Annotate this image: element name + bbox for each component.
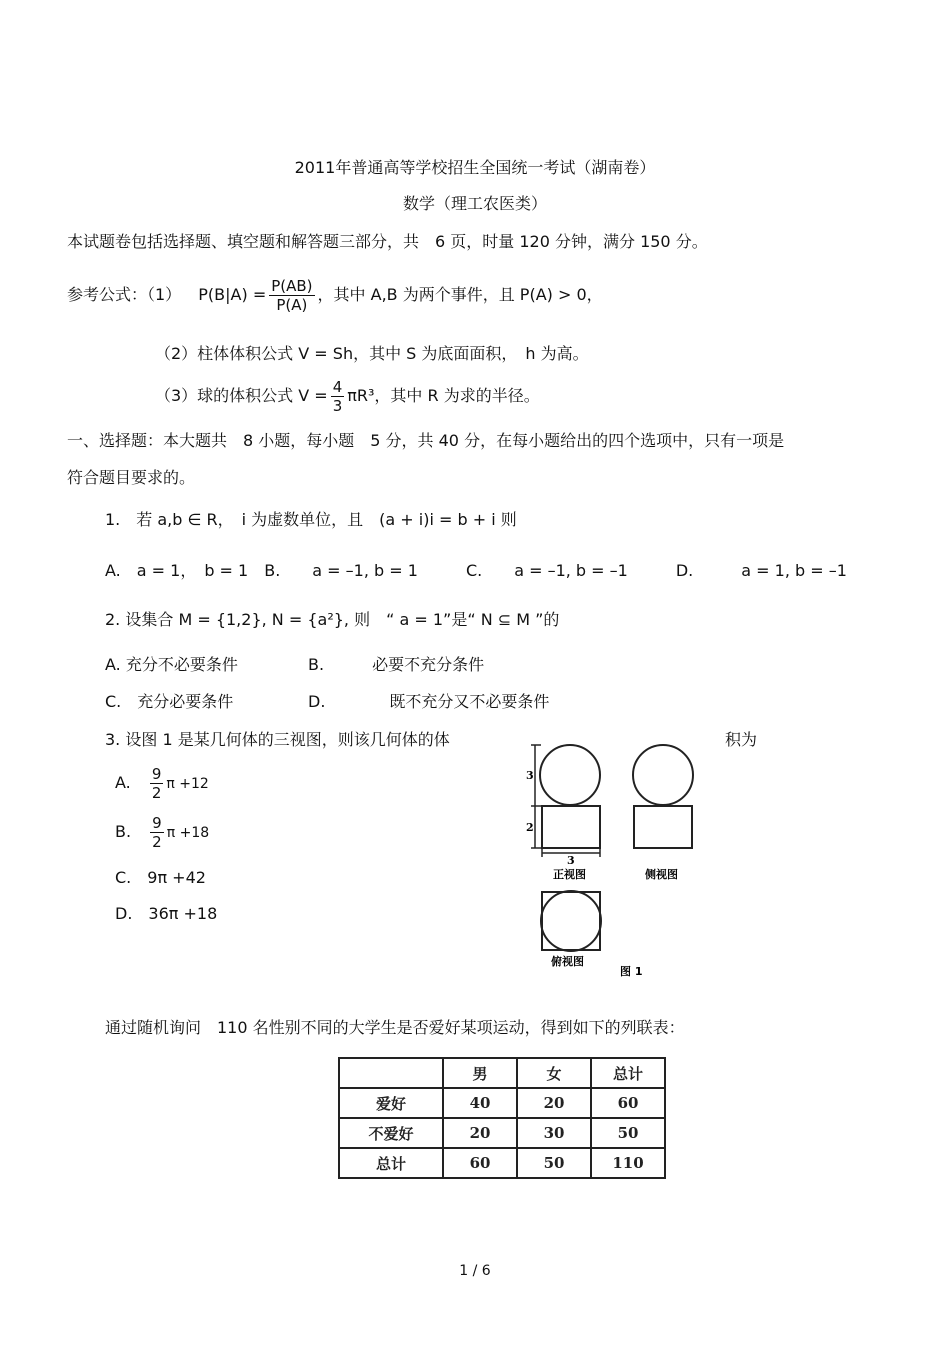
side-view-rect <box>634 806 692 848</box>
table-header-row <box>339 1058 665 1088</box>
table-cell: 总计 <box>339 1148 443 1178</box>
formula-1-tail: ，其中 A,B 为两个事件，且 P(A) > 0， <box>317 285 603 304</box>
intro-text: 本试题卷包括选择题、填空题和解答题三部分，共 6 页，时量 120 分钟，满分 150 分。 <box>67 232 708 251</box>
table-cell: 爱好 <box>339 1088 443 1118</box>
fraction-numerator: 9 <box>151 765 162 783</box>
option-a-label: A. <box>115 773 131 792</box>
question-2-option-d: D. 既不充分又不必要条件 <box>308 692 550 711</box>
section-1-heading: 一、选择题：本大题共 8 小题，每小题 5 分，共 40 分，在每小题给出的四个选项中，只有一项是 <box>67 431 785 450</box>
survey-intro: 通过随机询问 110 名性别不同的大学生是否爱好某项运动，得到如下的列联表： <box>105 1018 685 1037</box>
top-view-label: 俯视图 <box>551 955 584 968</box>
option-b-fraction <box>150 814 164 851</box>
question-2-option-c: C. 充分必要条件 <box>105 692 234 711</box>
table-cell: 20 <box>517 1088 591 1118</box>
top-view-square <box>542 892 600 950</box>
formula-3-tail: πR³，其中 R 为求的半径。 <box>347 386 540 405</box>
option-a-fraction <box>150 765 164 802</box>
formula-1 <box>67 272 603 318</box>
option-b-label: B. <box>115 822 132 841</box>
fraction-numerator: P(AB) <box>271 277 313 295</box>
question-3-stem-tail: 积为 <box>725 730 758 749</box>
question-1-stem: 1. 若 a,b ∈ R， i 为虚数单位，且 (a + i)i = b + i 则 <box>105 510 517 529</box>
table-cell: 110 <box>591 1148 665 1178</box>
table-cell: 40 <box>443 1088 517 1118</box>
formula-1-fraction <box>269 277 314 314</box>
front-view-label: 正视图 <box>553 868 586 881</box>
table-cell: 50 <box>591 1118 665 1148</box>
exam-subtitle: 数学（理工农医类） <box>402 194 547 213</box>
side-view-label: 侧视图 <box>645 868 678 881</box>
fraction-denominator: 3 <box>332 397 343 415</box>
figure-number-label: 图 1 <box>620 965 643 978</box>
table-header-cell: 总计 <box>591 1058 665 1088</box>
contingency-table <box>338 1057 666 1179</box>
three-view-figure <box>525 735 725 980</box>
question-3-stem: 3. 设图 1 是某几何体的三视图，则该几何体的体 <box>105 730 450 749</box>
formula-label: 参考公式：（1） <box>67 285 182 304</box>
table-row <box>339 1148 665 1178</box>
question-2-option-b: B. 必要不充分条件 <box>308 655 485 674</box>
fraction-denominator: P(A) <box>276 296 308 314</box>
question-3-option-d: D. 36π +18 <box>115 904 218 923</box>
dim-label-2: 2 <box>526 821 534 834</box>
table-cell: 50 <box>517 1148 591 1178</box>
table-cell: 60 <box>591 1088 665 1118</box>
question-2-stem: 2. 设集合 M = {1,2}, N = {a²}, 则 “ a = 1”是“ N ⊆ M ”的 <box>105 610 560 629</box>
front-view-circle <box>540 745 600 805</box>
table-cell: 60 <box>443 1148 517 1178</box>
table-header-cell: 男 <box>443 1058 517 1088</box>
table-cell: 不爱好 <box>339 1118 443 1148</box>
dim-label-3b: 3 <box>567 854 575 867</box>
fraction-denominator: 2 <box>151 784 162 802</box>
formula-1-lhs: P(B|A) = <box>198 285 267 304</box>
formula-3 <box>155 376 540 416</box>
side-view-circle <box>633 745 693 805</box>
fraction-numerator: 9 <box>152 814 162 832</box>
table-cell: 20 <box>443 1118 517 1148</box>
table-header-cell <box>339 1058 443 1088</box>
option-b-tail: π +18 <box>166 825 210 841</box>
page-number: 1 / 6 <box>459 1263 491 1279</box>
question-3-option-c: C. 9π +42 <box>115 868 206 887</box>
table-header-cell: 女 <box>517 1058 591 1088</box>
question-3-option-a <box>115 761 209 806</box>
formula-2: （2）柱体体积公式 V = Sh，其中 S 为底面面积， h 为高。 <box>155 344 589 363</box>
option-a-tail: π +12 <box>166 776 209 792</box>
top-view-circle <box>541 891 601 951</box>
table-cell: 30 <box>517 1118 591 1148</box>
table-row <box>339 1088 665 1118</box>
fraction-numerator: 4 <box>332 378 343 396</box>
formula-3-fraction <box>331 378 345 415</box>
front-view-rect <box>542 806 600 848</box>
three-view-drawing <box>525 735 725 980</box>
formula-3-head: （3）球的体积公式 V = <box>155 386 328 405</box>
table-row <box>339 1118 665 1148</box>
exam-title: 2011年普通高等学校招生全国统一考试（湖南卷） <box>294 158 656 177</box>
section-1-heading-cont: 符合题目要求的。 <box>67 468 196 487</box>
question-1-options: A. a = 1， b = 1 B. a = –1, b = 1 C. a = –1, b = –1 D. a = 1, b = –1 <box>105 561 847 580</box>
fraction-denominator: 2 <box>152 833 162 851</box>
question-2-option-a: A. 充分不必要条件 <box>105 655 238 674</box>
question-3-option-b <box>115 810 209 855</box>
dim-label-3a: 3 <box>526 769 534 782</box>
